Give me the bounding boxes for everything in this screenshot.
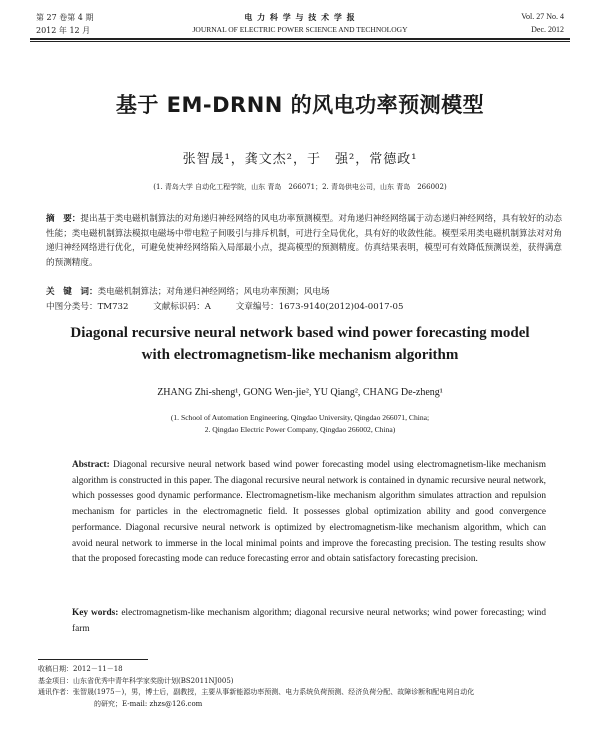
title-cn: 基于 EM-DRNN 的风电功率预测模型 — [115, 93, 485, 117]
authors-en: ZHANG Zhi-sheng¹, GONG Wen-jie², YU Qiang², CHANG De-zheng¹ — [157, 387, 443, 398]
abstract-cn-label: 摘 要： — [46, 214, 81, 224]
authors-cn: 张智晟¹，龚文杰²，于 强²，常德政¹ — [182, 152, 418, 167]
header-date-cn: 2012 年 12 月 — [36, 26, 91, 35]
footnote-bio-contact: 的研究；E-mail: zhzs@126.com — [94, 699, 203, 708]
header-volume-cn: 第 27 卷第 4 期 — [36, 13, 94, 22]
abstract-en-text: Diagonal recursive neural network based wind power forecasting model using electromagnetism-like mechanism algorithm is constructed in this paper. The diagonal recursive neural network is contained in dynamic recursive neural network, which possesses good dynamic performance. Electromagnetism-like mechanism algorithm simulates attraction and repulsion mechanism for particles in the electromagnetic field. It possesses global optimization ability and good convergence performance. Diagonal recursive neural network is optimized by electromagnetism-like mechanism algorithm, which can avoid neural network to immerse in the local minimal points and improve the forecasting precision. The testing results show that the proposed forecasting mode can reduce forecasting error and obtain satisfactory forecasting precision. — [72, 460, 546, 565]
header-journal-en: JOURNAL OF ELECTRIC POWER SCIENCE AND TECHNOLOGY — [192, 25, 408, 34]
abstract-en — [72, 458, 546, 568]
footnote-bio: 通讯作者：张智晟(1975－)，男，博士后，副教授，主要从事新能源功率预测、电力系统负荷预测、经济负荷分配、故障诊断和配电网自动化 — [38, 688, 475, 696]
header-rule-top — [30, 38, 570, 40]
title-en-line2: with electromagnetism-like mechanism algorithm — [141, 347, 459, 363]
affiliation-en-line2: 2. Qingdao Electric Power Company, Qingdao 266002, China) — [204, 425, 396, 434]
keywords-en — [72, 606, 546, 637]
abstract-en-label: Abstract: — [72, 460, 110, 470]
affiliation-cn: (1. 青岛大学 自动化工程学院，山东 青岛 266071；2. 青岛供电公司，山东 青岛 266002) — [153, 183, 447, 191]
abstract-cn-text: 提出基于类电磁机制算法的对角递归神经网络的风电功率预测模型。对角递归神经网络属于动态递归神经网络，具有较好的动态性能；类电磁机制算法模拟电磁场中带电粒子间吸引与排斥机制，可进行全局优化，具有好的收敛性能。模型采用类电磁机制算法对对角递归神经网络进行优化，可避免使神经网络陷入局部最小点，提高模型的预测精度。仿真结果表明，模型可有效降低预测误差，获得满意的预测精度。 — [46, 214, 562, 268]
abstract-cn — [46, 212, 562, 270]
keywords-en-label: Key words: — [72, 608, 119, 618]
header-date-en: Dec. 2012 — [531, 25, 564, 34]
header-volume-en: Vol. 27 No. 4 — [521, 12, 564, 21]
affiliation-en — [0, 412, 600, 436]
keywords-cn — [46, 285, 562, 297]
article-number: 文章编号：1673-9140(2012)04-0017-05 — [235, 302, 404, 312]
header-journal-cn: 电 力 科 学 与 技 术 学 报 — [244, 12, 356, 22]
title-en — [0, 322, 600, 366]
title-en-line1: Diagonal recursive neural network based wind power forecasting model — [70, 325, 530, 341]
clc-number: 中图分类号：TM732 — [46, 302, 129, 312]
header-rule-bottom — [30, 41, 570, 42]
keywords-cn-text: 类电磁机制算法；对角递归神经网络；风电功率预测；风电场 — [97, 287, 330, 297]
affiliation-en-line1: (1. School of Automation Engineering, Qingdao University, Qingdao 266071, China; — [170, 413, 430, 422]
keywords-en-text: electromagnetism-like mechanism algorithm; diagonal recursive neural networks; wind power forecasting; wind farm — [72, 608, 546, 634]
footnote-rule — [38, 659, 148, 660]
footnotes — [38, 664, 568, 710]
keywords-cn-label: 关 键 词： — [46, 287, 98, 297]
document-code: 文献标识码：A — [153, 302, 212, 312]
footnote-fund: 基金项目：山东省优秀中青年科学家奖励计划(BS2011NJ005) — [38, 676, 234, 685]
footnote-received: 收稿日期：2012－11－18 — [38, 665, 123, 673]
meta-cn — [46, 300, 562, 312]
